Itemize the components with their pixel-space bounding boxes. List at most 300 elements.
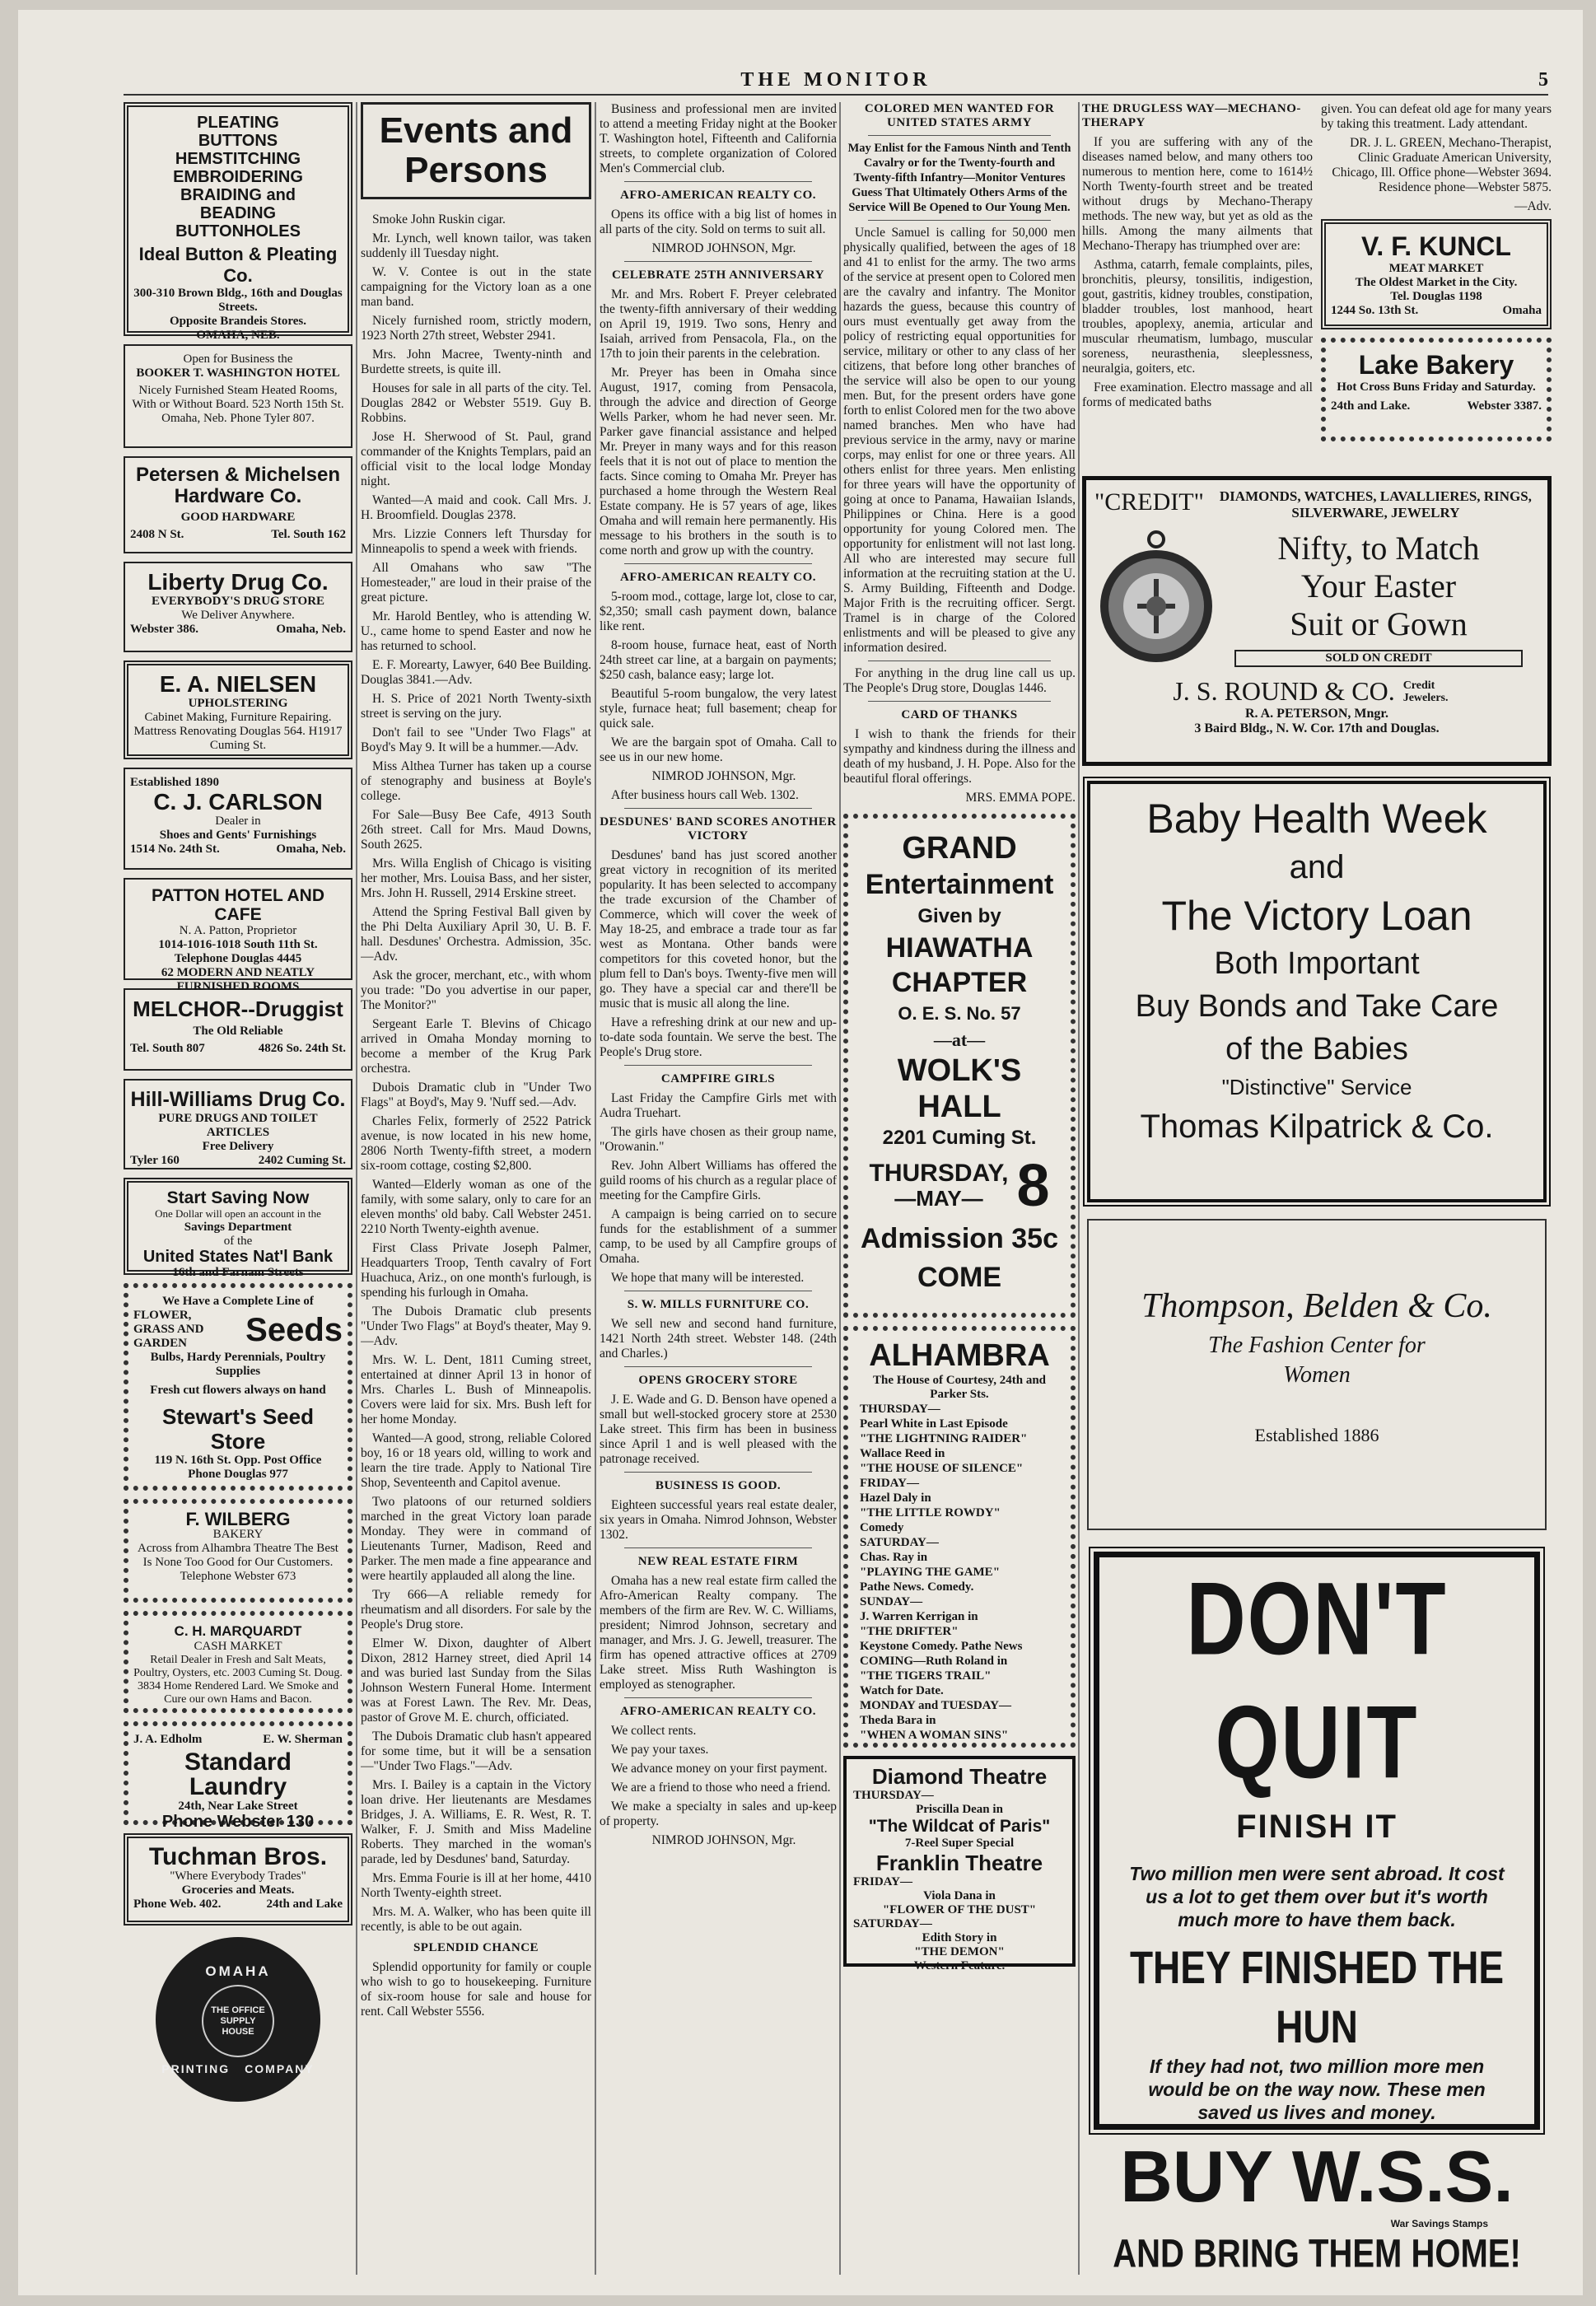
ad-line: "Where Everybody Trades" [170, 1870, 306, 1883]
event-paragraph: For Sale—Busy Bee Cafe, 4913 South 26th street. Call for Mrs. Maud Downs, South 2625. [361, 808, 591, 852]
ad-date-number: 8 [1016, 1153, 1050, 1219]
ad-line: Buy Bonds and Take Care [1135, 989, 1499, 1024]
paragraph: Last Friday the Campfire Girls met with Audra Truehart. [600, 1091, 837, 1120]
ad-business-name: E. A. NIELSEN [159, 671, 317, 697]
newspaper-page [18, 10, 1583, 2295]
ad-business-name: C. J. CARLSON [153, 789, 323, 815]
ad-address: 24th, Near Lake Street [178, 1800, 298, 1813]
ad-business-name: J. S. ROUND & CO. [1173, 676, 1395, 706]
ad-line: of the [223, 1235, 253, 1248]
signature: NIMROD JOHNSON, Mgr. [651, 241, 796, 255]
stewarts-seed-store-ad [124, 1283, 352, 1491]
column-5-ads [1082, 102, 1552, 2295]
ad-business-name: United States Nat'l Bank [142, 1248, 334, 1266]
event-paragraph: Miss Althea Turner has taken up a course of stenography and business at Boyle's college. [361, 759, 591, 803]
event-paragraph: Ask the grocer, merchant, etc., with whom you trade: "Do you advertise in our paper, The Monitor?" [361, 969, 591, 1012]
ad-line: Open for Business the [183, 352, 293, 366]
ad-business-name: V. F. KUNCL [1361, 231, 1511, 261]
divider [624, 563, 812, 564]
paragraph: Business and professional men are invited to attend a meeting Friday night at the Booker T. Washington hotel, Fifteenth and California streets, to complete organization of Colored Men's Commercial club. [600, 102, 837, 175]
event-paragraph: First Class Private Joseph Palmer, Headquarters Troop, Tenth cavalry of Fort Huachuca, Ariz., on one month's furlough, is spending his furlough in Omaha. [361, 1241, 591, 1300]
schedule-line: Pearl White in Last Episode [860, 1417, 1008, 1431]
ad-headline: Entertainment [865, 869, 1054, 900]
ad-business-name: Hill-Williams Drug Co. [130, 1088, 346, 1111]
section-heading: AFRO-AMERICAN REALTY CO. [620, 571, 816, 584]
ad-city: Omaha, Neb. [276, 843, 346, 856]
seal-bottom-row [161, 2062, 314, 2075]
credit-headline-line: Your Easter [1300, 567, 1457, 605]
column-rule [1078, 102, 1080, 2275]
section-heading: S. W. MILLS FURNITURE CO. [627, 1298, 810, 1311]
divider [624, 1065, 812, 1066]
ad-address: 1014-1016-1018 South 11th St. [158, 938, 318, 951]
divider [868, 220, 1051, 221]
ad-line: Western Feature. [913, 1959, 1006, 1972]
ad-address: 2408 N St. [130, 528, 184, 541]
ad-line: FRIDAY— [853, 1875, 912, 1888]
credit-top-row [1094, 488, 1539, 521]
ad-line: War Savings Stamps [1390, 2218, 1488, 2229]
ad-body: If they had not, two million more men would be on the way now. These men saved us lives and money. [1148, 2056, 1486, 2123]
ad-line: UPHOLSTERING [188, 697, 288, 710]
event-paragraph: E. F. Morearty, Lawyer, 640 Bee Building. Douglas 3841.—Adv. [361, 658, 591, 687]
ad-body: Nicely Furnished Steam Heated Rooms, With or Without Board. 523 North 15th St. Omaha, Neb. Phone Tyler 807. [132, 384, 344, 425]
schedule-line: COMING—Ruth Roland in [860, 1655, 1008, 1668]
ad-line: Fresh cut flowers always on hand [150, 1384, 326, 1397]
column-rule [839, 102, 841, 2275]
ad-line: Free Delivery [202, 1140, 274, 1153]
adv-tag: —Adv. [1514, 199, 1552, 213]
paragraph: We advance money on your first payment. [611, 1762, 828, 1776]
ad-line: THURSDAY— [853, 1789, 934, 1802]
ad-line: BUTTONS [198, 132, 278, 150]
ad-line: GOOD HARDWARE [180, 511, 296, 524]
paragraph: J. E. Wade and G. D. Benson have opened a small but well-stocked grocery store at 2530 Lake street. This firm has been in business since April 1 and is well pleased with the patronage received. [600, 1393, 837, 1466]
ad-line: We Deliver Anywhere. [181, 609, 295, 622]
column-rule [356, 102, 357, 2275]
ad-line: BUTTONHOLES [175, 222, 301, 240]
section-heading: NEW REAL ESTATE FIRM [637, 1555, 799, 1568]
ad-footer [1331, 399, 1542, 413]
event-paragraph: Elmer W. Dixon, daughter of Albert Dixon, 2812 Harney street, died April 14 and was buried last Sunday from the Silas Johnson Western Funeral Home. Interment was at Forest Lawn. The Rev. Mr. Deas, pastor of Grove M. E. church, officiated. [361, 1636, 591, 1725]
ad-business-name: Thomas Kilpatrick & Co. [1140, 1109, 1494, 1145]
ad-line: 7-Reel Super Special [904, 1837, 1015, 1850]
ad-owner: E. W. Sherman [263, 1733, 343, 1746]
paragraph: Uncle Samuel is calling for 50,000 men physically qualified, between the ages of 18 and 41 to enlist for the army. The two arms of the service at present open to Colored men are the cavalry and infantry. The Monitor hazards the guess, because this country of ours must eventually get away from the policy of restricting equal opportunities for service, military or other to any class of her citizens, that before long other branches of the service will also be open to our young men. But, for the present orders have gone forth to enlist Colored men for the two above named branches. Men who have had previous service in the army, navy or marine corps, may enlist for one or three years. All others enlist for three years. Men enlisting for three years will have the opportunity of going at once to Panama, Hawaiian Islands, Philippines or China. Here is a good opportunity for young Colored men. The opportunity for enlistment will not last long. All who are interested may secure full information at the recruiting station at the U. S. Army Building, Fifteenth and Dodge. Major Frith is the recruiting officer. Sergt. Tramel is in charge of the Colored enlistments and will be pleased to give any information desired. [843, 226, 1076, 655]
section-heading: CELEBRATE 25TH ANNIVERSARY [611, 268, 825, 282]
paragraph: For anything in the drug line call us up. The People's Drug store, Douglas 1446. [843, 666, 1076, 695]
paragraph: I wish to thank the friends for their sympathy and kindness during the illness and death of my husband, J. H. Pope. Also for the beautiful floral offerings. [843, 727, 1076, 786]
thompson-belden-ad [1087, 1219, 1547, 1530]
ad-business-name: MELCHOR--Druggist [133, 997, 343, 1021]
section-heading: CARD OF THANKS [901, 708, 1018, 721]
grand-entertainment-ad [843, 814, 1076, 1318]
ad-line: EVERYBODY'S DRUG STORE [151, 595, 325, 608]
event-paragraph: The Dubois Dramatic club hasn't appeared for some time, but it will be a sensation—"Under Two Flags."—Adv. [361, 1730, 591, 1773]
ad-line: We Have a Complete Line of [162, 1295, 314, 1308]
ideal-button-ad [124, 102, 352, 342]
event-paragraph: The Dubois Dramatic club presents "Under Two Flags" at Boyd's theater, May 9.—Adv. [361, 1305, 591, 1348]
mechano-therapy-article [1082, 102, 1313, 476]
credit-headline [1218, 530, 1539, 667]
ad-business-name: F. WILBERG [185, 1509, 291, 1529]
event-paragraph: Wanted—A maid and cook. Call Mrs. J. H. Broomfield. Douglas 2378. [361, 493, 591, 522]
ad-line: Given by [917, 905, 1001, 927]
ad-line: R. A. PETERSON, Mngr. [1244, 707, 1389, 721]
ad-business-name: Petersen & Michelsen Hardware Co. [135, 464, 341, 507]
divider [624, 1472, 812, 1473]
paragraph: We pay your taxes. [611, 1743, 709, 1757]
schedule-line: "THE DRIFTER" [860, 1625, 959, 1638]
ad-cta: BUY W.S.S. [1120, 2136, 1514, 2217]
event-paragraph: Mrs. I. Bailey is a captain in the Victory loan drive. Her lieutenants are Mesdames Bridges, J. A. Williams, E. R. West, R. T. Walker, F. J. Smith and Miss Madeline Roberts. They marched in the woman's parade, led by Desdunes' band, Saturday. [361, 1778, 591, 1866]
ad-business-name: Ideal Button & Pleating Co. [138, 244, 338, 286]
paragraph: Free examination. Electro massage and all forms of medicated baths [1082, 380, 1313, 409]
event-paragraph: Smoke John Ruskin cigar. [372, 212, 506, 226]
page-header [124, 66, 1548, 96]
schedule-line: Hazel Daly in [860, 1491, 931, 1505]
paragraph: Have a refreshing drink at our new and up-to-date soda fountain. We serve the best. The People's Drug store. [600, 1015, 837, 1059]
event-paragraph: Attend the Spring Festival Ball given by the Phi Delta Auxiliary April 30, U. B. F. hall. Desdunes' Orchestra. Admission, 35c.—Adv. [361, 905, 591, 964]
ad-city: Omaha [1502, 304, 1542, 317]
ad-line: Priscilla Dean in [916, 1803, 1003, 1816]
paragraph: Mr. and Mrs. Robert F. Preyer celebrated the twenty-fifth anniversary of their wedding on April 19, 1919. Two sons, Henry and Isaiah, arrived from Pensacola, Fla., on the 17th to join their parents in the celebration. [600, 287, 837, 361]
ad-headline: GRAND [902, 831, 1017, 866]
event-paragraph: Wanted—A good, strong, reliable Colored boy, 16 or 18 years old, willing to work and learn the tire trade. Apply to National Tire Shop, Seventeenth and Capitol avenue. [361, 1431, 591, 1490]
column-rule [595, 102, 596, 2275]
ad-business-name: Thompson, Belden & Co. [1141, 1287, 1492, 1325]
event-paragraph: Mr. Lynch, well known tailor, was taken suddenly ill Tuesday night. [361, 231, 591, 260]
credit-name-row [1094, 676, 1539, 707]
event-paragraph: Jose H. Sherwood of St. Paul, grand commander of the Knights Templars, paid an official visit to the local lodge Monday night. [361, 430, 591, 488]
column-5-top-right [1321, 102, 1552, 476]
ad-line: N. A. Patton, Proprietor [179, 924, 297, 937]
ad-line: Established 1890 [130, 776, 219, 789]
ad-address: 300-310 Brown Bldg., 16th and Douglas Streets. [133, 287, 343, 314]
section-heading: SPLENDID CHANCE [413, 1941, 539, 1954]
divider [868, 701, 1051, 702]
diamond-franklin-theatre-ad [843, 1756, 1076, 1972]
paragraph: The girls have chosen as their group name, "Orowanin." [600, 1125, 837, 1154]
divider [624, 1547, 812, 1548]
ad-headline: Start Saving Now [166, 1188, 310, 1207]
ad-owners [133, 1733, 343, 1747]
schedule-line: Wallace Reed in [860, 1447, 945, 1460]
ad-phone: Phone Web. 402. [133, 1898, 222, 1911]
ad-phone: Phone Douglas 977 [188, 1468, 288, 1481]
column-2-events [361, 102, 591, 2295]
paragraph: We are a friend to those who need a friend. [611, 1781, 831, 1795]
ad-body: Two million men were sent abroad. It cost us a lot to get them over but it's worth much more to have them back. [1129, 1863, 1505, 1930]
ad-line: One Dollar will open an account in the [155, 1207, 321, 1220]
ad-line: Shoes and Gents' Furnishings [159, 829, 317, 842]
ad-month: —MAY— [894, 1186, 983, 1211]
ad-business-name: BOOKER T. WASHINGTON HOTEL [136, 366, 340, 380]
ad-city: Omaha, Neb. [276, 623, 346, 636]
paragraph: We sell new and second hand furniture, 1421 North 24th street. Webster 148. (24th and Charles.) [600, 1317, 837, 1361]
ad-address: 24th and Lake. [1331, 399, 1411, 413]
ad-headline: DON'T QUIT [1186, 1561, 1448, 1800]
paragraph: Desdunes' band has just scored another great victory in recognition of its merited popularity. It has been selected to accompany the trade excursion of the Chamber of Commerce, which will cover the week of May 18-25, and embrace a trade tour as far west as Montana. Other bands were competitors for this coveted honor, but the plum fell to Dan's boys. Twenty-five men will go. They have a special car and there'll be music that is music all along the line. [600, 848, 837, 1011]
ad-line: Dealer in [215, 815, 261, 828]
section-heading: BUSINESS IS GOOD. [655, 1479, 782, 1492]
paragraph: given. You can defeat old age for many years by taking this treatment. Lady attendant. [1321, 102, 1552, 131]
ad-line: Established 1886 [1254, 1425, 1379, 1445]
seal-left-text: PRINTING [161, 2062, 231, 2075]
tuchman-bros-ad [124, 1833, 352, 1926]
event-paragraph: Wanted—Elderly woman as one of the family, with some salary, only to care for an eleven months' old baby. Call Webster 2451. 2210 North Twenty-eighth avenue. [361, 1178, 591, 1236]
sold-on-credit-badge: SOLD ON CREDIT [1234, 650, 1523, 667]
ad-business-name: Franklin Theatre [875, 1851, 1043, 1875]
paragraph: Beautiful 5-room bungalow, the very latest style, furnace heat; full basement; cheap for quick sale. [600, 687, 837, 731]
standard-laundry-ad [124, 1721, 352, 1831]
ad-business-name: PATTON HOTEL AND CAFE [152, 886, 324, 924]
event-paragraph: Charles Felix, formerly of 2522 Patrick avenue, is now located in his new home, 2806 North Twenty-fifth street, a modern six-room cottage, costing $2,800. [361, 1114, 591, 1173]
schedule-line: THURSDAY— [860, 1403, 940, 1416]
credit-headline-line: Nifty, to Match [1277, 529, 1480, 567]
round-jewelers-credit-ad [1082, 476, 1552, 766]
booker-washington-hotel-ad [124, 344, 352, 448]
event-paragraph: Mrs. W. L. Dent, 1811 Cuming street, entertained at dinner April 13 in honor of Mrs. Charles L. Bush of Minneapolis. Covers were laid for six. Mrs. Bush left for her home Monday. [361, 1353, 591, 1426]
paragraph: A campaign is being carried on to secure funds for the establishment of a summer camp, to be used by all Campfire groups of Omaha. [600, 1207, 837, 1266]
schedule-line: FRIDAY— [860, 1477, 919, 1490]
ad-line: "THE DEMON" [914, 1945, 1005, 1958]
ad-address: 4826 So. 24th St. [258, 1042, 346, 1055]
paragraph: If you are suffering with any of the diseases named below, and many others too numerous to mention here, come to 1614½ North Twenty-fourth street and be treated without drugs by Mechano-Therapy methods. The new way, but yet as old as the hills. Among the many ailments that Mechano-Therapy has triumphed over are: [1082, 135, 1313, 253]
schedule-line: "THE LIGHTNING RAIDER" [860, 1432, 1028, 1445]
event-paragraph: Mrs. John Macree, Twenty-ninth and Burdette streets, is quite ill. [361, 348, 591, 376]
ad-phone: Webster 386. [130, 623, 199, 636]
ad-date-left [870, 1161, 1009, 1211]
schedule-line: Comedy [860, 1521, 904, 1534]
war-savings-stamps-ad [1094, 1552, 1540, 2276]
ad-line: PLEATING [197, 114, 279, 132]
ad-footer [130, 623, 346, 637]
ad-business-name: Lake Bakery [1358, 350, 1514, 380]
ad-business-name: Diamond Theatre [871, 1764, 1048, 1789]
ad-address: 16th and Farnam Streets [172, 1266, 304, 1279]
ad-address: 2201 Cuming St. [882, 1127, 1037, 1149]
event-paragraph: Sergeant Earle T. Blevins of Chicago arrived in Omaha Monday morning to become a member of the Krug Park orchestra. [361, 1017, 591, 1076]
lake-bakery-ad [1321, 338, 1552, 441]
ad-business-name: C. H. MARQUARDT [174, 1623, 302, 1639]
ad-address: Opposite Brandeis Stores. [170, 315, 306, 328]
ad-footer [130, 843, 346, 857]
paragraph: 5-room mod., cottage, large lot, close to car, $2,350; small cash payment down, balance like rent. [600, 590, 837, 633]
paragraph: We make a specialty in sales and up-keep of property. [600, 1800, 837, 1828]
ad-day: THURSDAY, [869, 1160, 1009, 1187]
ad-line: The Oldest Market in the City. [1355, 276, 1518, 289]
patton-hotel-ad [124, 878, 352, 993]
ad-line: Both Important [1214, 946, 1420, 981]
ad-line: Groceries and Meats. [181, 1884, 295, 1897]
ad-line: FLOWER, GRASS AND GARDEN [133, 1309, 204, 1350]
ad-address: 24th and Lake [266, 1898, 343, 1911]
column-3-news [600, 102, 837, 2295]
ad-body: Cabinet Making, Furniture Repairing. Mattress Renovating Douglas 564. H1917 Cuming St. [133, 711, 343, 752]
kilpatrick-baby-health-ad [1087, 781, 1547, 1202]
locket-icon [1094, 528, 1218, 668]
column-5-top [1082, 102, 1552, 476]
event-paragraph: Don't fail to see "Under Two Flags" at Boyd's May 9. It will be a hummer.—Adv. [361, 726, 591, 754]
ad-date-row [853, 1153, 1066, 1219]
ad-business-name: Standard Laundry [184, 1748, 292, 1800]
event-paragraph: Two platoons of our returned soldiers marched in the great Victory loan parade Monday. They were in command of Lieutenants Turner, Madison, Reed and Parker. The men made a fine appearance and were heartily applauded all along the line. [361, 1495, 591, 1583]
ad-owner: J. A. Edholm [133, 1733, 203, 1746]
hill-williams-drug-ad [124, 1079, 352, 1169]
section-heading: OPENS GROCERY STORE [638, 1374, 798, 1387]
ad-line: O. E. S. No. 57 [898, 1003, 1021, 1024]
subheading: May Enlist for the Famous Ninth and Tenth Cavalry or for the Twenty-fourth and Twenty-fifth Infantry—Monitor Ventures Guess That Ultimately Others Arms of the Service Will Be Opened to Our Young Men. [847, 142, 1071, 214]
seal-right-text: COMPANY [245, 2062, 315, 2075]
ad-footer [130, 528, 346, 542]
ad-line: HEMSTITCHING [175, 150, 301, 168]
schedule-line: MONDAY and TUESDAY— [860, 1699, 1011, 1712]
ad-headline: AND BRING THEM HOME! [1113, 2232, 1521, 2276]
ad-city: OMAHA, NEB. [196, 329, 280, 342]
ad-footer [130, 1154, 346, 1168]
event-paragraph: Nicely furnished room, strictly modern, 1923 North 27th street, Webster 2941. [361, 314, 591, 343]
ad-cta: COME [917, 1262, 1001, 1293]
paragraph: 8-room house, furnace heat, east of North 24th street car line, at a bargain on payments; $250 cash, balance easy; large lot. [600, 638, 837, 682]
event-paragraph: Mr. Harold Bentley, who is attending W. U., came home to spend Easter and now he has returned to school. [361, 609, 591, 653]
ad-seeds-row [133, 1309, 343, 1351]
signature: DR. J. L. GREEN, Mechano-Therapist, Clinic Graduate American University, Chicago, Ill. Office phone—Webster 3694. Residence phone—Webster 5875. [1332, 136, 1552, 194]
ad-feature-title: "The Wildcat of Paris" [868, 1817, 1051, 1836]
ad-body: Retail Dealer in Fresh and Salt Meats, Poultry, Oysters, etc. 2003 Cuming St. Doug. 3834 Home Rendered Lard. We Smoke and Cure our own Hams and Bacon. [133, 1654, 343, 1706]
divider [868, 135, 1051, 136]
schedule-line: "THE LITTLE ROWDY" [860, 1506, 1001, 1519]
ad-line: The Old Reliable [193, 1025, 283, 1038]
paragraph: Opens its office with a big list of homes in all parts of the city. Sold on terms to suit all. [600, 208, 837, 236]
newspaper-title: THE MONITOR [740, 69, 931, 91]
ad-line: MEAT MARKET [1388, 262, 1484, 275]
section-heading: CAMPFIRE GIRLS [660, 1072, 776, 1085]
ad-venue: WOLK'S HALL [897, 1053, 1022, 1124]
ad-phone: Tel. South 807 [130, 1042, 205, 1055]
divider [624, 1366, 812, 1367]
seal-top-text: OMAHA [205, 1963, 271, 1979]
ad-host: HIAWATHA CHAPTER [885, 932, 1034, 998]
schedule-line: Watch for Date. [860, 1684, 944, 1697]
ad-line: Bulbs, Hardy Perennials, Poultry Supplies [150, 1351, 326, 1378]
paragraph: Omaha has a new real estate firm called the Afro-American Realty company. The members of the firm are Rev. W. C. Williams, president; Nimrod Johnson, secretary and manager, and Mrs. J. G. Jewell, treasurer. The firm has opened attractive offices at 2709 Lake street. Miss Ruth Washington is employed as stenographer. [600, 1574, 837, 1692]
ad-address: 3 Baird Bldg., N. W. Cor. 17th and Douglas. [1194, 721, 1440, 735]
schedule-line: SATURDAY— [860, 1536, 939, 1549]
paragraph: We hope that many will be interested. [611, 1271, 805, 1285]
ad-phone: Tel. South 162 [271, 528, 346, 541]
melchor-druggist-ad [124, 988, 352, 1071]
wilberg-bakery-ad [124, 1499, 352, 1603]
ad-address: 1244 So. 13th St. [1331, 304, 1419, 317]
ad-line: BAKERY [212, 1528, 264, 1541]
ad-admission: Admission 35c [861, 1223, 1058, 1254]
schedule-line: Chas. Ray in [860, 1551, 928, 1564]
alhambra-theatre-ad [843, 1326, 1076, 1748]
ad-line: Savings Department [184, 1221, 292, 1234]
paragraph: Mr. Preyer has been in Omaha since August, 1917, coming from Pensacola, through the advice and direction of George Wells Parker, whom he had never seen. Mr. Parker gave financial assistance and helped Mr. Preyer in many ways and for this reason feels that it is not out of place to mention the facts. Since coming to Omaha Mr. Preyer has purchased a home through the Western Real Estate company. He is 57 years of age, likes Omaha and will remain here permanently. His message to his brothers in the south is to come north and grow up with the country. [600, 366, 837, 558]
ad-footer [130, 1042, 346, 1056]
ad-address: 119 N. 16th St. Opp. Post Office [154, 1454, 322, 1467]
ad-phone: Telephone Douglas 4445 [174, 952, 302, 965]
section-heading: COLORED MEN WANTED FOR UNITED STATES ARMY [864, 102, 1055, 129]
ad-headline: THEY FINISHED THE HUN [1129, 1941, 1505, 2053]
ad-headline: Baby Health Week [1146, 796, 1487, 842]
ad-line: BEADING [199, 204, 277, 222]
carlson-shoes-ad [124, 768, 352, 870]
ad-line: Hot Cross Buns Friday and Saturday. [1337, 380, 1536, 394]
section-heading: AFRO-AMERICAN REALTY CO. [620, 189, 816, 202]
section-heading: THE DRUGLESS WAY—MECHANO-THERAPY [1082, 102, 1301, 129]
ad-body: Across from Alhambra Theatre The Best Is None Too Good for Our Customers. Telephone Webster 673 [138, 1542, 338, 1583]
ad-headline: FINISH IT [1236, 1809, 1398, 1845]
credit-middle-row [1094, 528, 1539, 668]
paragraph: We collect rents. [611, 1724, 697, 1738]
credit-word: "CREDIT" [1094, 488, 1204, 516]
divider [624, 261, 812, 262]
ad-seeds-word: Seeds [245, 1311, 343, 1348]
schedule-line: Pathe News. Comedy. [860, 1580, 974, 1594]
column-4-news [843, 102, 1076, 2295]
paragraph: We are the bargain spot of Omaha. Call to see us in our new home. [600, 735, 837, 764]
events-and-persons-masthead: Events and Persons [361, 102, 591, 199]
ad-phone: Tel. Douglas 1198 [1390, 290, 1482, 303]
ad-line: Credit Jewelers. [1402, 679, 1449, 704]
paragraph: Eighteen successful years real estate dealer, six years in Omaha. Nimrod Johnson, Webster 1302. [600, 1498, 837, 1542]
paragraph: Splendid opportunity for family or couple who wish to go to housekeeping. Furniture of six-room house for sale and house for rent. Call Webster 5556. [361, 1960, 591, 2019]
event-paragraph: Mrs. M. A. Walker, who has been quite ill recently, is able to be out again. [361, 1905, 591, 1934]
paragraph: Asthma, catarrh, female complaints, piles, bronchitis, pleursy, tonsilitis, indigestion, gout, gastritis, kidney troubles, constipation, bladder troubles, lost manhood, heart troubles, apoplexy, anemia, articular and muscular rheumatism, lumbago, muscular soreness, neurasthenia, sleeplessness, neuralgia, goiters, etc. [1082, 258, 1313, 376]
ad-line: —at— [933, 1029, 986, 1050]
us-national-bank-ad [124, 1178, 352, 1279]
schedule-line: Theda Bara in [860, 1714, 936, 1727]
ad-phone: Webster 3387. [1467, 399, 1542, 413]
event-paragraph: Mrs. Emma Fourie is ill at her home, 4410 North Twenty-eighth street. [361, 1871, 591, 1900]
schedule-line: "PLAYING THE GAME" [860, 1566, 1001, 1579]
events-paragraphs [361, 212, 591, 1935]
ad-line: CASH MARKET [194, 1640, 282, 1653]
ad-headline: The Victory Loan [1161, 893, 1472, 939]
ad-business-name: Stewart's Seed Store [162, 1404, 314, 1454]
event-paragraph: All Omahans who saw "The Homesteader," are loud in their praise of the great picture. [361, 561, 591, 605]
divider [624, 181, 812, 182]
ad-line: The House of Courtesy, 24th and Parker Sts. [872, 1374, 1047, 1401]
paragraph: After business hours call Web. 1302. [611, 788, 799, 802]
signature: NIMROD JOHNSON, Mgr. [651, 769, 796, 783]
schedule-line: "THE HOUSE OF SILENCE" [860, 1462, 1024, 1475]
ad-line: The Fashion Center for [1208, 1333, 1426, 1358]
ad-line: Viola Dana in [923, 1889, 996, 1902]
ad-phone: Phone Webster 130 [161, 1813, 315, 1831]
schedule-line: J. Warren Kerrigan in [860, 1610, 978, 1623]
seal-inner-text: THE OFFICE SUPPLY HOUSE [202, 1985, 274, 2057]
event-paragraph: W. V. Contee is out in the state campaigning for the Victory loan as a one man band. [361, 265, 591, 309]
schedule-line: "THE TIGERS TRAIL" [860, 1669, 992, 1683]
signature: MRS. EMMA POPE. [965, 791, 1076, 805]
ad-business-name: Liberty Drug Co. [147, 569, 329, 595]
signature: NIMROD JOHNSON, Mgr. [651, 1833, 796, 1847]
ad-footer [133, 1898, 343, 1912]
event-paragraph: Dubois Dramatic club in "Under Two Flags" at Boyd's, May 9. 'Nuff sed.—Adv. [361, 1081, 591, 1109]
page-number: 5 [1538, 69, 1548, 91]
kuncl-meat-market-ad [1321, 219, 1552, 329]
ad-line: "FLOWER OF THE DUST" [882, 1903, 1037, 1916]
ad-line: Women [1283, 1362, 1351, 1388]
credit-headline-line: Suit or Gown [1290, 605, 1468, 642]
ad-line: "Distinctive" Service [1221, 1075, 1412, 1099]
ad-business-name: Tuchman Bros. [148, 1843, 328, 1870]
event-paragraph: Try 666—A reliable remedy for rheumatism and all disorders. For sale by the People's Drug store. [361, 1588, 591, 1631]
